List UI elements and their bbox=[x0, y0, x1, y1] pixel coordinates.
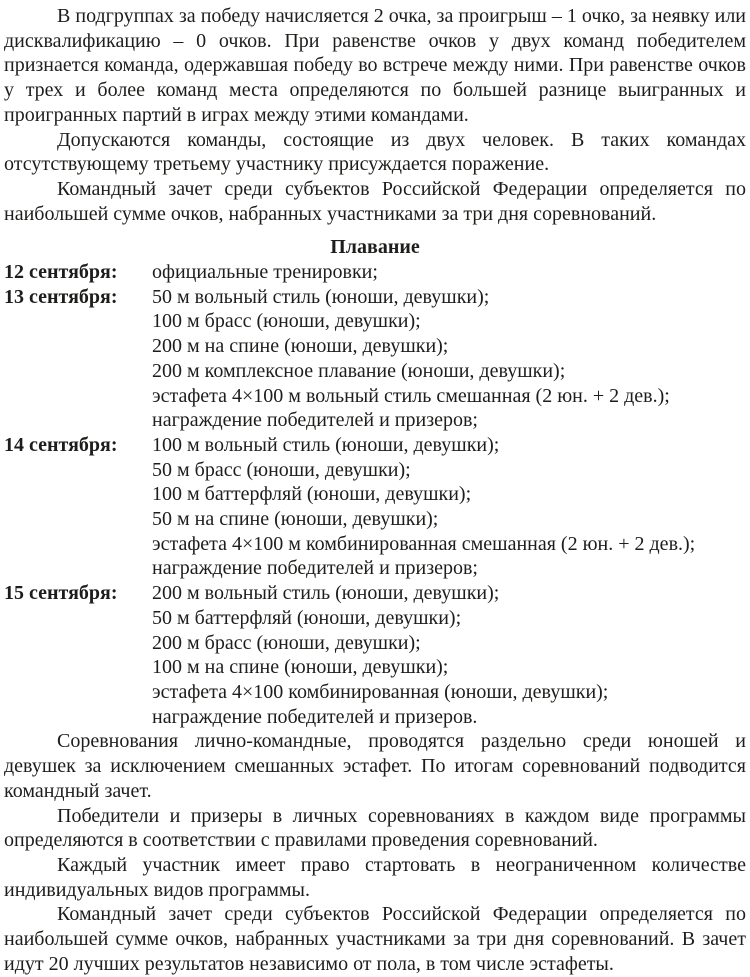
swimming-schedule bbox=[4, 260, 746, 729]
schedule-row bbox=[4, 433, 746, 581]
schedule-date: 15 сентября: bbox=[4, 582, 118, 605]
schedule-date: 12 сентября: bbox=[4, 261, 118, 284]
schedule-event: 200 м вольный стиль (юноши, девушки); bbox=[152, 582, 500, 605]
schedule-event: 100 м на спине (юноши, девушки); bbox=[152, 656, 449, 679]
schedule-event: эстафета 4×100 м комбинированная смешанная (2 юн. + 2 дев.); bbox=[152, 532, 696, 555]
schedule-event: эстафета 4×100 м вольный стиль смешанная (2 юн. + 2 дев.); bbox=[152, 384, 670, 407]
schedule-row bbox=[4, 581, 746, 729]
schedule-events bbox=[152, 285, 746, 433]
schedule-event: награждение победителей и призеров. bbox=[152, 705, 478, 728]
closing-paragraph-3: Каждый участник имеет право стартовать в неограниченном количестве индивидуальных видов программы. bbox=[4, 853, 746, 901]
schedule-row bbox=[4, 285, 746, 433]
schedule-event: 50 м баттерфляй (юноши, девушки); bbox=[152, 606, 462, 629]
intro-paragraph-1: В подгруппах за победу начисляется 2 очка, за проигрыш – 1 очко, за неявку или дисквалификацию – 0 очков. При равенстве очков у двух команд победителем признается команда, одержавшая победу во встрече между ними. При равенстве очков у трех и более команд места определяются по большей разнице выигранных и проигранных партий в играх между этими командами. bbox=[4, 5, 746, 126]
schedule-events bbox=[152, 433, 746, 581]
schedule-event: 100 м брасс (юноши, девушки); bbox=[152, 310, 421, 333]
schedule-event: 200 м брасс (юноши, девушки); bbox=[152, 631, 421, 654]
schedule-event: 200 м комплексное плавание (юноши, девушки); bbox=[152, 359, 566, 382]
intro-paragraph-3: Командный зачет среди субъектов Российской Федерации определяется по наибольшей сумме очков, набранных участниками за три дня соревнований. bbox=[4, 177, 746, 225]
schedule-event: награждение победителей и призеров; bbox=[152, 557, 478, 580]
schedule-event: награждение победителей и призеров; bbox=[152, 409, 478, 432]
schedule-event: официальные тренировки; bbox=[152, 261, 378, 284]
schedule-events bbox=[152, 581, 746, 729]
closing-paragraph-2: Победители и призеры в личных соревнованиях в каждом виде программы определяются в соответствии с правилами проведения соревнований. bbox=[4, 804, 746, 852]
schedule-event: 50 м вольный стиль (юноши, девушки); bbox=[152, 285, 490, 308]
schedule-row bbox=[4, 260, 746, 285]
schedule-date: 14 сентября: bbox=[4, 433, 118, 456]
closing-paragraph-4: Командный зачет среди субъектов Российской Федерации определяется по наибольшей сумме очков, набранных участниками за три дня соревнований. В зачет идут 20 лучших результатов независимо от пола, в том числе эстафеты. bbox=[4, 903, 746, 975]
schedule-event: 50 м на спине (юноши, девушки); bbox=[152, 508, 439, 531]
schedule-event: 100 м вольный стиль (юноши, девушки); bbox=[152, 433, 500, 456]
schedule-event: 100 м баттерфляй (юноши, девушки); bbox=[152, 483, 472, 506]
section-title: Плавание bbox=[330, 236, 420, 259]
schedule-event: 50 м брасс (юноши, девушки); bbox=[152, 458, 411, 481]
intro-paragraph-2: Допускаются команды, состоящие из двух человек. В таких командах отсутствующему третьему участнику присуждается поражение. bbox=[4, 128, 746, 176]
schedule-date: 13 сентября: bbox=[4, 285, 118, 308]
schedule-events bbox=[152, 260, 746, 285]
closing-paragraph-1: Соревнования лично-командные, проводятся раздельно среди юношей и девушек за исключением смешанных эстафет. По итогам соревнований подводится командный зачет. bbox=[4, 730, 746, 802]
schedule-event: 200 м на спине (юноши, девушки); bbox=[152, 335, 449, 358]
schedule-event: эстафета 4×100 комбинированная (юноши, девушки); bbox=[152, 680, 609, 703]
